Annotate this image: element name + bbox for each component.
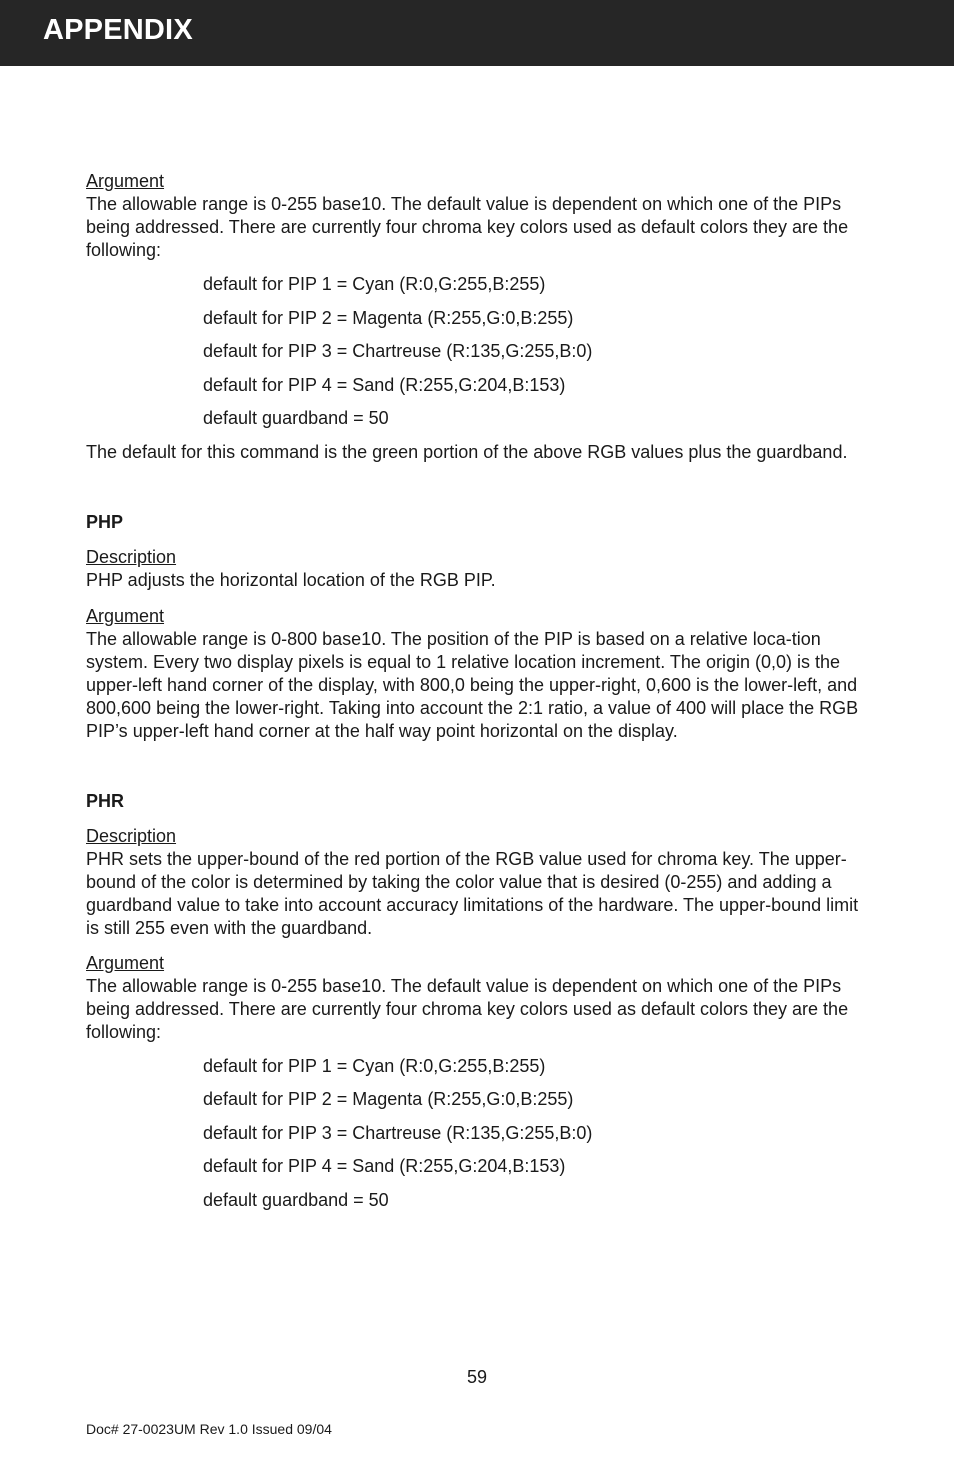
argument-text: The allowable range is 0-255 base10. The default value is dependent on which one of the PIPs being addressed. There are currently four chroma key colors used as default colors they are the following: — [86, 194, 849, 260]
argument-heading: Argument — [86, 952, 165, 973]
argument-heading: Argument — [86, 171, 165, 191]
description-text: PHR sets the upper-bound of the red portion of the RGB value used for chroma key. The upper-bound of the color is determined by taking the color value that is desired (0-255) and adding a guardband value to take into account accuracy limitations of the hardware. The upper-bound limit is still 255 even with the guardband. — [86, 848, 859, 938]
list-item: default for PIP 4 = Sand (R:255,G:204,B:153) — [203, 1156, 566, 1176]
argument-text: The allowable range is 0-800 base10. The position of the PIP is based on a relative loca-tion system. Every two display pixels is equal to 1 relative location increment. The origin (0,0) is the upper-left hand corner of the display, with 800,0 being the upper-right, 0,600 is the lower-left, and 800,600 being the lower-right. Taking into account the 2:1 ratio, a value of 400 will place the RGB PIP’s upper-left hand corner at the half way point horizontal on the display. — [86, 628, 859, 741]
page-header — [0, 0, 954, 66]
description-heading: Description — [86, 546, 177, 567]
closing-text: The default for this command is the green portion of the above RGB values plus the guardband. — [86, 441, 848, 462]
list-item: default for PIP 4 = Sand (R:255,G:204,B:153) — [203, 374, 566, 395]
argument-text: The allowable range is 0-255 base10. The default value is dependent on which one of the PIPs being addressed. There are currently four chroma key colors used as default colors they are the following: — [86, 975, 849, 1042]
page-content — [86, 170, 876, 1218]
list-item: default guardband = 50 — [203, 1189, 389, 1210]
list-item: default guardband = 50 — [203, 408, 389, 428]
header-title: APPENDIX — [43, 14, 193, 46]
list-item: default for PIP 2 = Magenta (R:255,G:0,B:255) — [203, 1089, 574, 1109]
list-item: default for PIP 1 = Cyan (R:0,G:255,B:255) — [203, 1055, 546, 1076]
defaults-list — [86, 269, 876, 437]
description-text: PHP adjusts the horizontal location of the RGB PIP. — [86, 569, 496, 590]
command-heading-php: PHP — [86, 511, 124, 532]
defaults-list — [86, 1051, 876, 1219]
list-item: default for PIP 3 = Chartreuse (R:135,G:255,B:0) — [203, 1122, 593, 1143]
command-heading-phr: PHR — [86, 790, 125, 811]
list-item: default for PIP 3 = Chartreuse (R:135,G:255,B:0) — [203, 341, 593, 361]
page-number: 59 — [466, 1367, 488, 1387]
doc-number: Doc# 27-0023UM Rev 1.0 Issued 09/04 — [86, 1421, 332, 1437]
list-item: default for PIP 1 = Cyan (R:0,G:255,B:255) — [203, 274, 546, 294]
argument-heading: Argument — [86, 605, 165, 626]
description-heading: Description — [86, 825, 177, 846]
list-item: default for PIP 2 = Magenta (R:255,G:0,B:255) — [203, 307, 574, 328]
